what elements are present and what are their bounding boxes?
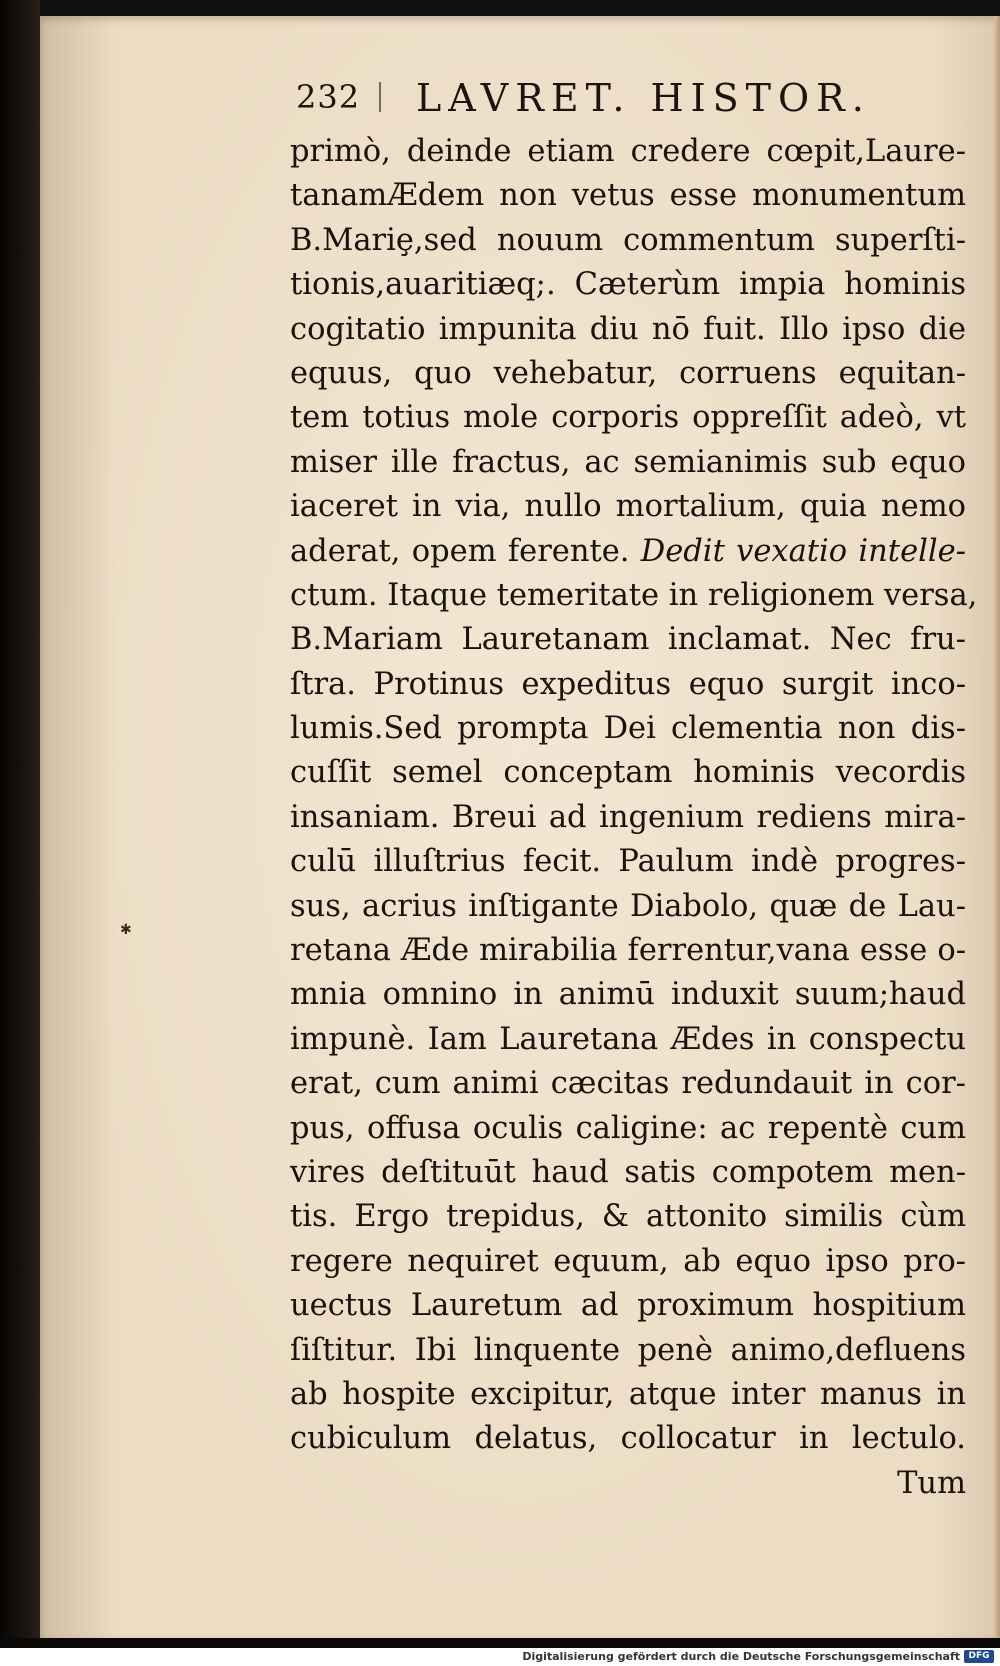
text-line: tem totius mole corporis oppreſſit adeò, vt <box>290 400 966 436</box>
text-line: impunè. Iam Lauretana Ædes in conspectu <box>290 1021 966 1057</box>
funding-credit: Digitalisierung gefördert durch die Deutsche Forschungsgemeinschaft <box>522 1650 960 1663</box>
page-edge <box>994 16 1000 1638</box>
text-line: miser ille fractus, ac semianimis sub equo <box>290 444 966 480</box>
text-line: B.Mariam Lauretanam inclamat. Nec fru- <box>290 622 966 658</box>
text-line: iaceret in via, nullo mortalium, quia nemo <box>290 489 966 525</box>
book-gutter <box>0 0 40 1640</box>
text-line: pus, offusa oculis caligine: ac repentè cum <box>290 1110 966 1146</box>
text-line: uectus Lauretum ad proximum hospitium <box>290 1288 966 1324</box>
digitization-footer <box>0 1648 1000 1666</box>
text-line: cogitatio impunita diu nō fuit. Illo ipso die <box>290 311 966 347</box>
running-title: LAVRET. HISTOR. <box>416 76 871 120</box>
body-text <box>290 130 978 1506</box>
text-line-with-italic <box>290 530 966 574</box>
text-line: cuſſit semel conceptam hominis vecordis <box>290 755 966 791</box>
page-number: 232 <box>296 78 361 116</box>
text-line: mnia omnino in animū induxit suum;haud <box>290 977 966 1013</box>
catchword: Tum <box>897 1465 966 1501</box>
ink-speck-mark: ✱ <box>120 922 132 938</box>
text-line: erat, cum animi cæcitas redundauit in cor- <box>290 1066 966 1102</box>
text-line: tionis,auaritiæq;. Cæterùm impia hominis <box>290 267 966 303</box>
text-line: ab hospite excipitur, atque inter manus in <box>290 1376 966 1412</box>
text-line: tis. Ergo trepidus, & attonito similis cùm <box>290 1199 966 1235</box>
page-header <box>296 76 871 136</box>
text-line: sus, acrius inſtigante Diabolo, quæ de Lau- <box>290 888 966 924</box>
text-line: lumis.Sed prompta Dei clementia non dis- <box>290 711 966 747</box>
text-line: cubiculum delatus, collocatur in lectulo. <box>290 1421 966 1457</box>
italic-quote: Dedit vexatio intelle- <box>640 533 966 569</box>
text-line: ctum. Itaque temeritate in religionem versa, <box>290 577 978 613</box>
text-line: primò, deinde etiam credere cœpit,Laure- <box>290 134 966 169</box>
dfg-logo: DFG <box>964 1650 994 1663</box>
text-segment: aderat, opem ferente. <box>290 533 630 569</box>
text-line: ſtra. Protinus expeditus equo surgit inco- <box>290 666 966 702</box>
scan-bottom-border <box>0 1638 1000 1648</box>
text-line: retana Æde mirabilia ferrentur,vana esse o- <box>290 933 966 969</box>
header-separator <box>379 82 381 112</box>
text-line: insaniam. Breui ad ingenium rediens mira- <box>290 799 966 835</box>
text-line: B.Mariȩ,sed nouum commentum superſti- <box>290 222 966 258</box>
text-line: ſiſtitur. Ibi linquente penè animo,defluens <box>290 1332 966 1368</box>
text-line: regere nequiret equum, ab equo ipso pro- <box>290 1243 966 1279</box>
text-line: vires deſtituūt haud satis compotem men- <box>290 1154 966 1190</box>
text-line: equus, quo vehebatur, corruens equitan- <box>290 355 966 391</box>
text-line: tanamÆdem non vetus esse monumentum <box>290 178 966 214</box>
text-line: culū illuſtrius fecit. Paulum indè progres- <box>290 844 966 880</box>
